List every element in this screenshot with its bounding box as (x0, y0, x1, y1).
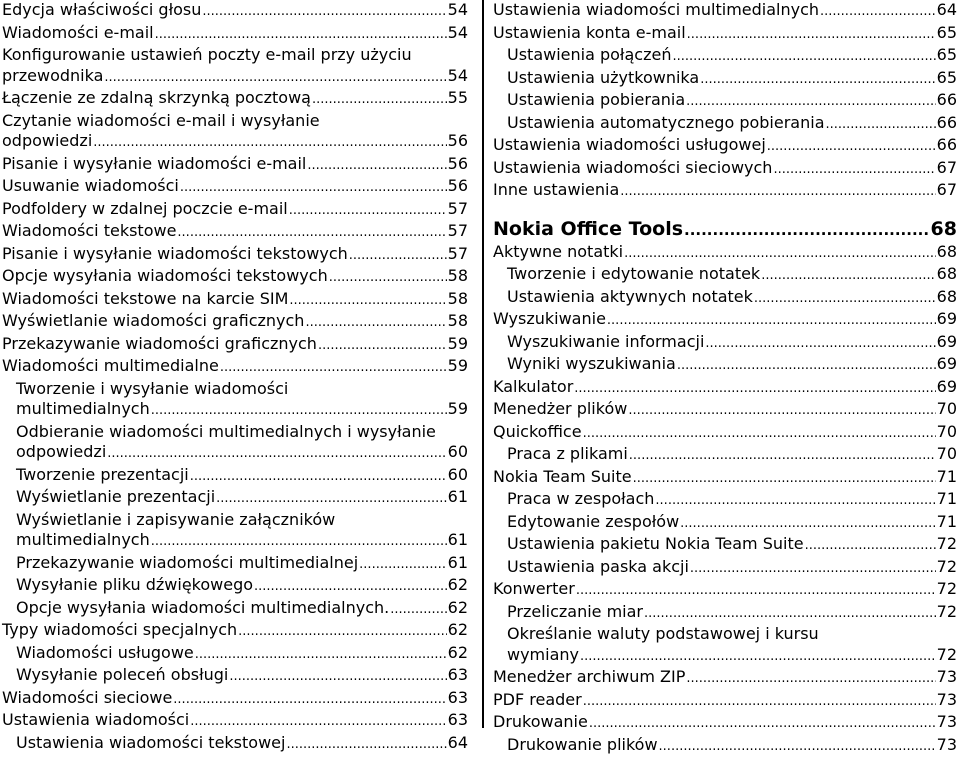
toc-entry[interactable] (493, 557, 957, 580)
toc-column-right (493, 0, 957, 757)
toc-entry[interactable] (2, 379, 468, 422)
toc-entry-title: Praca w zespołach (507, 489, 654, 510)
toc-entry-title: Wysyłanie poleceń obsługi (16, 665, 228, 686)
toc-entry-title: wymiany (507, 645, 579, 666)
toc-page-number: 73 (937, 712, 957, 733)
toc-entry[interactable] (493, 23, 957, 46)
toc-entry[interactable] (2, 23, 468, 46)
toc-entry[interactable] (2, 221, 468, 244)
toc-entry[interactable] (493, 712, 957, 735)
toc-page-number: 71 (937, 467, 957, 488)
leader-dots (629, 446, 936, 467)
toc-entry[interactable] (2, 111, 468, 154)
toc-entry-title: przewodnika (2, 66, 103, 87)
toc-entry-title: Pisanie i wysyłanie wiadomości tekstowych (2, 244, 348, 265)
leader-dots (190, 712, 446, 733)
toc-entry[interactable] (2, 45, 468, 88)
leader-dots (820, 2, 936, 23)
leader-dots (180, 178, 447, 199)
leader-dots (620, 182, 935, 203)
toc-entry-title: Drukowanie (493, 712, 588, 733)
toc-entry-title: Opcje wysyłania wiadomości tekstowych (2, 266, 328, 287)
toc-entry[interactable] (493, 399, 957, 422)
leader-dots (628, 401, 935, 422)
leader-dots (754, 289, 936, 310)
toc-entry[interactable] (2, 356, 468, 379)
leader-dots (644, 604, 936, 625)
toc-page-number: 68 (937, 287, 957, 308)
toc-entry-title: odpowiedzi (2, 131, 92, 152)
toc-page-number: 59 (448, 356, 468, 377)
toc-entry-title: Przekazywanie wiadomości multimedialnej (16, 553, 358, 574)
toc-page-number: 69 (937, 309, 957, 330)
leader-dots (312, 90, 447, 111)
toc-page-number: 67 (937, 180, 957, 201)
leader-dots (576, 581, 936, 602)
toc-page-number: 57 (448, 244, 468, 265)
toc-entry[interactable] (2, 422, 468, 465)
leader-dots (583, 424, 936, 445)
toc-page-number: 66 (937, 135, 957, 156)
toc-page-number: 54 (448, 66, 468, 87)
toc-page-number: 72 (937, 579, 957, 600)
leader-dots (349, 246, 447, 267)
toc-entry-title: Praca z plikami (507, 444, 628, 465)
toc-entry-title: Konwerter (493, 579, 575, 600)
toc-entry[interactable] (493, 180, 957, 203)
toc-page-number: 72 (937, 602, 957, 623)
toc-entry[interactable] (493, 45, 957, 68)
toc-entry-title: Podfoldery w zdalnej poczcie e-mail (2, 199, 288, 220)
leader-dots (229, 667, 446, 688)
toc-entry[interactable] (493, 287, 957, 310)
toc-entry-title: Wyszukiwanie (493, 309, 606, 330)
toc-entry-title: Ustawienia wiadomości tekstowej (16, 733, 285, 754)
toc-page-number: 73 (937, 690, 957, 711)
leader-dots (607, 311, 936, 332)
leader-dots (220, 358, 447, 379)
toc-entry-title: Wysyłanie pliku dźwiękowego (16, 575, 253, 596)
toc-entry[interactable] (2, 620, 468, 643)
toc-entry-title: Quickoffice (493, 422, 582, 443)
leader-dots (700, 70, 935, 91)
leader-dots (307, 156, 446, 177)
leader-dots (574, 379, 935, 400)
toc-entry[interactable] (493, 512, 957, 535)
toc-entry-title: multimedialnych (16, 530, 150, 551)
leader-dots (190, 467, 447, 488)
toc-page-number: 55 (448, 88, 468, 109)
toc-entry-title: Wyświetlanie wiadomości graficznych (2, 311, 304, 332)
toc-entry[interactable] (493, 735, 957, 757)
toc-entry-title: odpowiedzi (16, 442, 106, 463)
toc-section-heading[interactable] (493, 217, 957, 242)
leader-dots (107, 444, 446, 465)
toc-page-number: 72 (937, 557, 957, 578)
toc-page-number: 63 (448, 688, 468, 709)
toc-entry[interactable] (493, 68, 957, 91)
toc-page-number: 63 (448, 710, 468, 731)
toc-entry-title: Ustawienia użytkownika (507, 68, 699, 89)
leader-dots (677, 356, 936, 377)
leader-dots (761, 266, 935, 287)
toc-entry-title: Drukowanie plików (507, 735, 658, 756)
toc-entry[interactable] (2, 643, 468, 666)
toc-page-number: 59 (448, 334, 468, 355)
toc-page-number: 71 (937, 489, 957, 510)
leader-dots (195, 645, 447, 666)
leader-dots (583, 692, 936, 713)
leader-dots (686, 669, 935, 690)
toc-page-number: 61 (448, 530, 468, 551)
leader-dots (767, 137, 936, 158)
toc-entry-title-line: Wyświetlanie i zapisywanie załączników (2, 510, 468, 531)
toc-entry[interactable] (493, 690, 957, 713)
toc-entry-title: Ustawienia wiadomości multimedialnych (493, 0, 819, 21)
toc-page-number: 72 (937, 645, 957, 666)
toc-entry[interactable] (493, 354, 957, 377)
leader-dots (580, 647, 936, 668)
toc-entry[interactable] (2, 88, 468, 111)
toc-entry[interactable] (2, 510, 468, 553)
toc-entry[interactable] (2, 665, 468, 688)
leader-dots (173, 690, 446, 711)
toc-entry-title: Ustawienia automatycznego pobierania (507, 113, 825, 134)
toc-entry[interactable] (493, 489, 957, 512)
leader-dots (680, 514, 935, 535)
column-divider (482, 0, 484, 728)
leader-dots (104, 68, 446, 89)
toc-entry[interactable] (2, 0, 468, 23)
toc-entry[interactable] (493, 467, 957, 490)
leader-dots (151, 532, 447, 553)
toc-entry-title: Aktywne notatki (493, 242, 623, 263)
toc-page-number: 64 (448, 733, 468, 754)
leader-dots (238, 622, 446, 643)
toc-entry[interactable] (493, 158, 957, 181)
leader-dots (390, 600, 446, 621)
leader-dots (659, 737, 936, 757)
toc-entry[interactable] (2, 311, 468, 334)
toc-entry[interactable] (493, 602, 957, 625)
toc-entry[interactable] (2, 553, 468, 576)
leader-dots (177, 223, 446, 244)
leader-dots (684, 218, 930, 242)
toc-page-number: 57 (448, 199, 468, 220)
leader-dots (686, 92, 936, 113)
leader-dots (216, 489, 447, 510)
toc-entry[interactable] (493, 422, 957, 445)
leader-dots (624, 244, 936, 265)
toc-page-number: 60 (448, 465, 468, 486)
toc-entry[interactable] (2, 598, 468, 621)
toc-entry-title: Wyszukiwanie informacji (507, 332, 704, 353)
toc-page-number: 61 (448, 553, 468, 574)
toc-entry-title: Nokia Team Suite (493, 467, 632, 488)
toc-page-number: 68 (937, 242, 957, 263)
leader-dots (690, 559, 936, 580)
toc-group-office-tools (493, 242, 957, 757)
toc-entry[interactable] (493, 624, 957, 667)
toc-entry-title: Ustawienia połączeń (507, 45, 671, 66)
toc-entry-title: Kalkulator (493, 377, 573, 398)
toc-entry-title: Edycja właściwości głosu (2, 0, 201, 21)
toc-entry-title: Opcje wysyłania wiadomości multimedialnych. (16, 598, 389, 619)
leader-dots (826, 115, 936, 136)
toc-page-number: 54 (448, 0, 468, 21)
leader-dots (705, 334, 935, 355)
leader-dots (672, 47, 935, 68)
toc-entry[interactable] (2, 199, 468, 222)
toc-page-number: 62 (448, 620, 468, 641)
leader-dots (318, 336, 447, 357)
toc-page-number: 57 (448, 221, 468, 242)
toc-entry-title: Tworzenie i edytowanie notatek (507, 264, 760, 285)
toc-entry[interactable] (2, 334, 468, 357)
toc-page-number: 62 (448, 598, 468, 619)
toc-entry[interactable] (493, 135, 957, 158)
leader-dots (687, 25, 936, 46)
leader-dots (805, 536, 936, 557)
toc-entry[interactable] (493, 264, 957, 287)
toc-page-number: 56 (448, 154, 468, 175)
toc-entry-title: Wiadomości tekstowe na karcie SIM (2, 289, 288, 310)
toc-entry[interactable] (2, 266, 468, 289)
toc-entry-title: Wyniki wyszukiwania (507, 354, 676, 375)
toc-page-number: 58 (448, 311, 468, 332)
toc-entry[interactable] (493, 113, 957, 136)
section-page-number: 68 (931, 217, 957, 241)
toc-page-number: 70 (937, 444, 957, 465)
toc-page-number: 65 (937, 23, 957, 44)
toc-page-number: 71 (937, 512, 957, 533)
toc-entry-title: PDF reader (493, 690, 582, 711)
toc-page-number: 66 (937, 113, 957, 134)
toc-entry-title: Ustawienia pakietu Nokia Team Suite (507, 534, 804, 555)
toc-entry-title: Przekazywanie wiadomości graficznych (2, 334, 317, 355)
toc-page-number: 63 (448, 665, 468, 686)
toc-entry-title: Tworzenie prezentacji (16, 465, 189, 486)
toc-entry-title: Wiadomości usługowe (16, 643, 194, 664)
toc-page-number: 56 (448, 176, 468, 197)
toc-entry-title: Ustawienia wiadomości (2, 710, 189, 731)
toc-page-number: 56 (448, 131, 468, 152)
toc-entry-title: Łączenie ze zdalną skrzynką pocztową (2, 88, 311, 109)
toc-entry-title: Wiadomości e-mail (2, 23, 154, 44)
toc-entry-title: Ustawienia pobierania (507, 90, 685, 111)
leader-dots (202, 2, 446, 23)
toc-entry[interactable] (493, 332, 957, 355)
toc-entry[interactable] (493, 309, 957, 332)
leader-dots (93, 133, 446, 154)
toc-page-number: 68 (937, 264, 957, 285)
leader-dots (655, 491, 935, 512)
toc-entry-title: Ustawienia wiadomości sieciowych (493, 158, 772, 179)
toc-page-number: 61 (448, 487, 468, 508)
toc-page-number: 65 (937, 68, 957, 89)
leader-dots (773, 160, 935, 181)
toc-column-left (2, 0, 468, 755)
toc-page-number: 58 (448, 289, 468, 310)
toc-page-number: 62 (448, 643, 468, 664)
toc-entry-title: Wiadomości multimedialne (2, 356, 219, 377)
toc-page-number: 69 (937, 377, 957, 398)
toc-page-number: 73 (937, 667, 957, 688)
toc-entry-title: Menedżer archiwum ZIP (493, 667, 685, 688)
leader-dots (329, 268, 447, 289)
toc-entry[interactable] (493, 667, 957, 690)
toc-page-number: 73 (937, 735, 957, 756)
toc-entry[interactable] (493, 579, 957, 602)
toc-entry-title: Typy wiadomości specjalnych (2, 620, 237, 641)
toc-entry-title: Inne ustawienia (493, 180, 619, 201)
toc-page-number: 64 (937, 0, 957, 21)
toc-entry-title: Wiadomości tekstowe (2, 221, 176, 242)
leader-dots (254, 577, 447, 598)
toc-entry-title: Przeliczanie miar (507, 602, 643, 623)
toc-page-number: 54 (448, 23, 468, 44)
leader-dots (633, 469, 936, 490)
toc-entry[interactable] (2, 487, 468, 510)
toc-entry[interactable] (493, 444, 957, 467)
toc-entry[interactable] (2, 244, 468, 267)
toc-page-number: 70 (937, 399, 957, 420)
toc-entry[interactable] (2, 733, 468, 756)
toc-page-number: 72 (937, 534, 957, 555)
toc-entry[interactable] (2, 289, 468, 312)
toc-entry-title: Ustawienia aktywnych notatek (507, 287, 753, 308)
toc-entry[interactable] (2, 154, 468, 177)
leader-dots (305, 313, 446, 334)
toc-page-number: 59 (448, 399, 468, 420)
leader-dots (286, 735, 446, 756)
toc-entry-title: Wyświetlanie prezentacji (16, 487, 215, 508)
toc-page-number: 60 (448, 442, 468, 463)
toc-entry-title-line: Określanie waluty podstawowej i kursu (493, 624, 957, 645)
toc-entry-title: Ustawienia wiadomości usługowej (493, 135, 766, 156)
toc-entry-title-line: Odbieranie wiadomości multimedialnych i wysyłanie (2, 422, 468, 443)
toc-entry[interactable] (493, 534, 957, 557)
toc-page-number: 58 (448, 266, 468, 287)
toc-entry-title: Usuwanie wiadomości (2, 176, 179, 197)
toc-entry[interactable] (493, 0, 957, 23)
toc-entry-title: Edytowanie zespołów (507, 512, 679, 533)
toc-entry-title: Wiadomości sieciowe (2, 688, 172, 709)
leader-dots (359, 555, 446, 576)
toc-page-number: 69 (937, 332, 957, 353)
toc-entry-title-line: Konfigurowanie ustawień poczty e-mail przy użyciu (2, 45, 468, 66)
toc-page-number: 69 (937, 354, 957, 375)
toc-entry-title: Pisanie i wysyłanie wiadomości e-mail (2, 154, 306, 175)
toc-entry[interactable] (2, 176, 468, 199)
toc-page-number: 66 (937, 90, 957, 111)
toc-entry[interactable] (2, 575, 468, 598)
toc-entry[interactable] (2, 710, 468, 733)
section-title: Nokia Office Tools (493, 217, 683, 241)
leader-dots (289, 201, 447, 222)
toc-entry[interactable] (493, 90, 957, 113)
toc-entry[interactable] (493, 377, 957, 400)
toc-entry-title-line: Tworzenie i wysyłanie wiadomości (2, 379, 468, 400)
toc-entry[interactable] (493, 242, 957, 265)
toc-page-number: 65 (937, 45, 957, 66)
toc-group-messaging-settings (493, 0, 957, 203)
leader-dots (151, 401, 447, 422)
leader-dots (589, 714, 936, 735)
toc-page-number: 67 (937, 158, 957, 179)
toc-entry[interactable] (2, 465, 468, 488)
toc-entry-title: Ustawienia konta e-mail (493, 23, 686, 44)
toc-entry-title: multimedialnych (16, 399, 150, 420)
toc-entry[interactable] (2, 688, 468, 711)
leader-dots (155, 25, 447, 46)
toc-entry-title: Menedżer plików (493, 399, 627, 420)
toc-page-number: 70 (937, 422, 957, 443)
toc-entry-title: Ustawienia paska akcji (507, 557, 689, 578)
toc-entry-title-line: Czytanie wiadomości e-mail i wysyłanie (2, 111, 468, 132)
toc-page-number: 62 (448, 575, 468, 596)
leader-dots (289, 291, 446, 312)
